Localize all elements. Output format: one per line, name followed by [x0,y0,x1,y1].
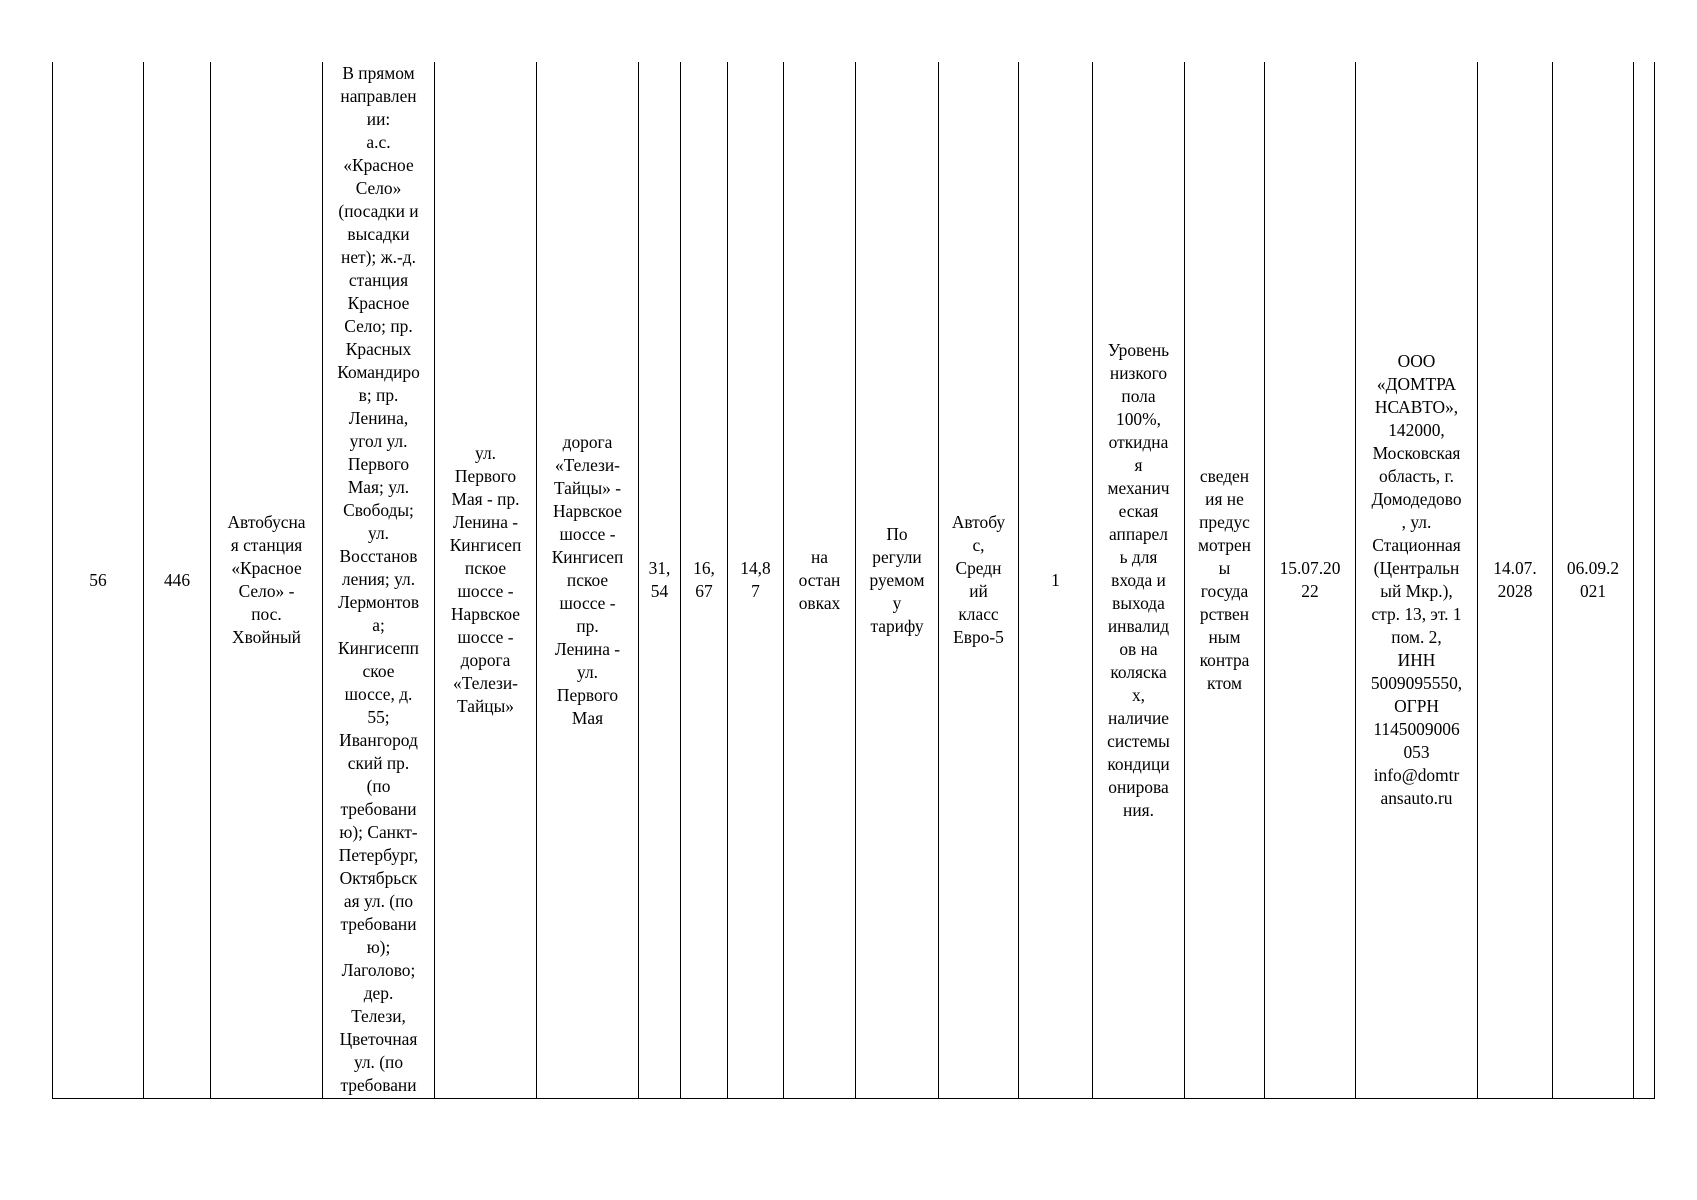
start-date: 15.07.20 22 [1279,558,1341,601]
row-number: 56 [89,569,107,590]
table-row [53,62,1655,1099]
end-date-cell [1478,62,1553,1099]
contract-info: сведен ия не предус мотрен ы госуда рствен ным контра ктом [1197,466,1251,693]
start-date-cell [1265,62,1356,1099]
tariff-type-cell [856,62,939,1099]
streets-backward-cell [537,62,639,1099]
route-number-cell [144,62,211,1099]
vehicle-type: Автобу с, Средн ий класс Евро-5 [951,512,1006,647]
length-total-cell [728,62,784,1099]
extra-cell [1634,62,1655,1099]
length-backward: 16, 67 [693,558,715,601]
route-name: Автобусна я станция «Красное Село» - пос. Хвойный [227,512,306,647]
vehicle-characteristics-cell [1093,62,1185,1099]
streets-forward: ул. Первого Мая - пр. Ленина - Кингисеп пское шоссе - Нарвское шоссе - дорога «Телези- Тайцы» [449,443,522,716]
tariff-type: По регули руемом у тарифу [869,523,925,636]
boarding-order: на остан овках [798,546,841,613]
length-forward: 31, 54 [648,558,671,601]
row-number-cell [53,62,144,1099]
vehicle-count-cell [1019,62,1093,1099]
stops-cell [323,62,435,1099]
length-backward-cell [681,62,728,1099]
carrier-info: ООО «ДОМТРА НСАВТО», 142000, Московская область, г. Домодедово , ул. Стационная (Центральн ый Мкр.), стр. 13, эт. 1 пом. 2, ИНН 5009095550, ОГРН 1145009006 053 info@domtr ansauto.ru [1370,351,1463,808]
length-forward-cell [639,62,681,1099]
route-registry-table [52,62,1655,1099]
registry-date: 06.09.2 021 [1566,558,1620,601]
vehicle-count: 1 [1051,569,1060,590]
vehicle-characteristics: Уровень низкого пола 100%, откидна я механич еская аппарел ь для входа и выхода инвалид ов на коляска х, наличие системы кондици онирова ния. [1107,339,1170,820]
contract-info-cell [1185,62,1265,1099]
stops-list: В прямом направлен ии: а.с. «Красное Село» (посадки и высадки нет); ж.-д. станция Красное Село; пр. Красных Командиро в; пр. Ленина, угол ул. Первого Мая; ул. Свободы; ул. Восстанов ления; ул. Лермонтов а; Кингисепп ское шоссе, д. 55; Ивангород ский пр. (по требовани ю); Санкт- Петербург, Октябрьск ая ул. (по требовани ю); Лаголово; дер. Телези, Цветочная ул. (по требовани [337,63,420,1095]
length-total: 14,8 7 [740,558,771,601]
carrier-cell [1356,62,1478,1099]
streets-backward: дорога «Телези- Тайцы» - Нарвское шоссе - Кингисеп пское шоссе - пр. Ленина - ул. Первого Мая [551,431,624,728]
registry-date-cell [1553,62,1634,1099]
boarding-order-cell [784,62,856,1099]
end-date: 14.07. 2028 [1493,558,1537,601]
document-page [52,62,1655,1099]
route-number: 446 [163,569,191,590]
streets-forward-cell [435,62,537,1099]
route-name-cell [211,62,323,1099]
vehicle-type-cell [939,62,1019,1099]
